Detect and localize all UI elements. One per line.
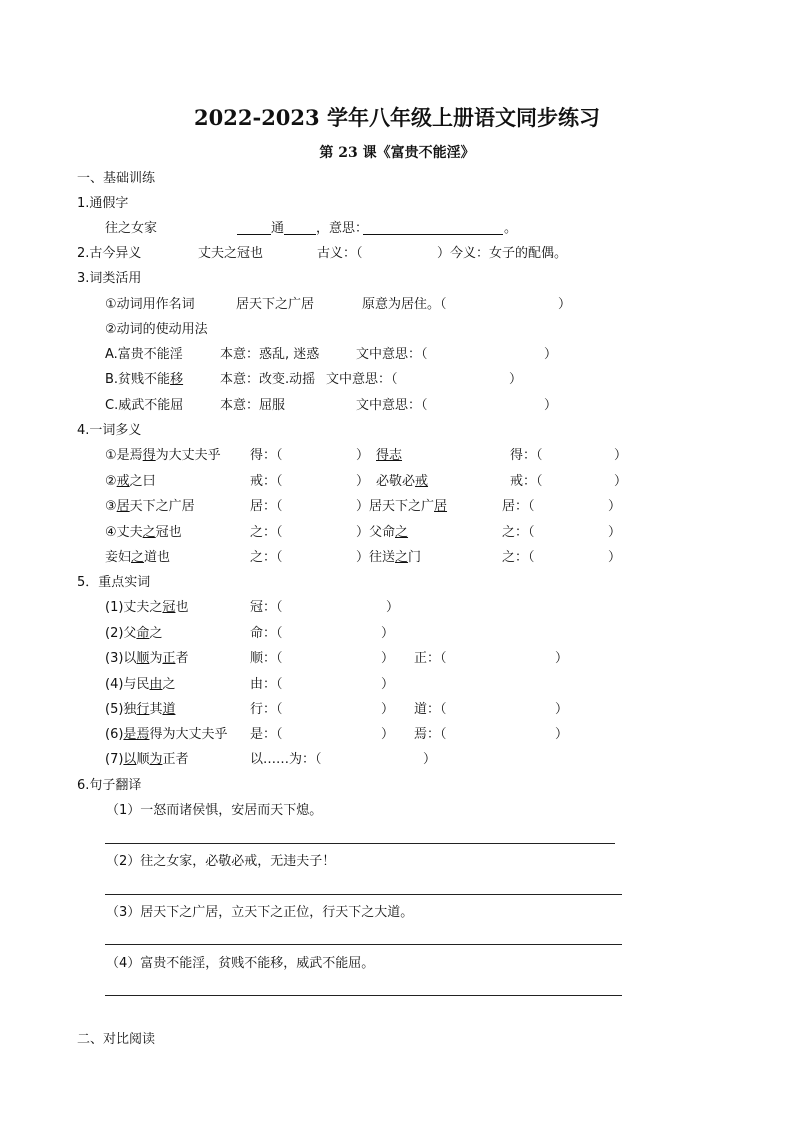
q3-a-close: ） xyxy=(544,347,558,362)
section-heading-basic: 一、基础训练 xyxy=(77,171,156,186)
q4-row2-key1: 戒：（ xyxy=(250,474,283,489)
q5-row6-close2: ） xyxy=(555,727,569,742)
q3-r2-label: ②动词的使动用法 xyxy=(105,322,208,337)
q6-item-2: （2）往之女家，必敬必戒，无违夫子！ xyxy=(106,854,336,869)
q4-row2-phrase: ②戒之曰 xyxy=(105,474,156,489)
q5-row3-underlined: 顺 xyxy=(136,651,150,666)
q5-row6-underlined2: 焉 xyxy=(136,727,150,742)
q4-row3-phrase: ③居天下之广居 xyxy=(105,499,195,514)
q5-row4-underlined: 由 xyxy=(149,677,163,692)
q5-row3-underlined2: 正 xyxy=(162,651,176,666)
q5-row7-key: 以……为：（ xyxy=(250,752,322,767)
page-title: 2022-2023 学年八年级上册语文同步练习 xyxy=(194,105,600,130)
q4-row2-close2: ） xyxy=(614,474,628,489)
q5-row4-key: 由：（ xyxy=(250,677,283,692)
q5-row1-phrase: (1)丈夫之冠也 xyxy=(105,600,189,615)
q5-row6-underlined: 是 xyxy=(123,727,137,742)
q1-end: 。 xyxy=(504,221,518,236)
q5-row3-close2: ） xyxy=(555,651,569,666)
q5-row7-underlined: 以 xyxy=(123,752,137,767)
q5-row3-key2: 正：（ xyxy=(414,651,447,666)
q6-answer-line-1[interactable] xyxy=(105,843,615,844)
q6-item-3: （3）居天下之广居，立天下之正位，行天下之大道。 xyxy=(106,905,414,920)
q4-row5-key1: 之：（ xyxy=(250,550,283,565)
q5-row1-underlined: 冠 xyxy=(162,600,176,615)
q5-row5-key2: 道：（ xyxy=(414,702,447,717)
q5-row6-key1: 是：（ xyxy=(250,727,283,742)
q6-heading: 6.句子翻译 xyxy=(77,778,142,793)
q5-row5-close1: ） xyxy=(381,702,395,717)
q3-b-pre: B.贫贱不能 xyxy=(105,372,171,387)
q1-tong: 通 xyxy=(271,221,285,236)
q5-row5-key1: 行：（ xyxy=(250,702,283,717)
q4-row1-underlined: 得 xyxy=(142,448,156,463)
q4-row3-close1: ） xyxy=(356,499,370,514)
q4-row2-key2: 戒：（ xyxy=(510,474,543,489)
q1-blank-meaning[interactable] xyxy=(363,220,503,235)
q4-row4-underlined2: 之 xyxy=(395,525,409,540)
q5-row2-key: 命：（ xyxy=(250,626,283,641)
q3-b-ben: 本意：改变.动摇 xyxy=(220,372,316,387)
q4-row3-key2: 居：（ xyxy=(502,499,535,514)
q4-row1-phrase2: 得志 xyxy=(376,448,403,463)
q4-row4-underlined: 之 xyxy=(142,525,156,540)
q3-b-close: ） xyxy=(509,372,523,387)
q5-row7-close: ） xyxy=(423,752,437,767)
q5-row1-close: ） xyxy=(386,600,400,615)
q6-item-1: （1）一怒而诸侯惧，安居而天下熄。 xyxy=(106,803,323,818)
q4-row4-phrase: ④丈夫之冠也 xyxy=(105,525,182,540)
q4-row1-key1: 得：（ xyxy=(250,448,283,463)
q3-a-ben: 本意：惑乱, 迷惑 xyxy=(220,347,320,362)
q5-row2-phrase: (2)父命之 xyxy=(105,626,163,641)
q5-row5-close2: ） xyxy=(555,702,569,717)
q4-row5-close2: ） xyxy=(608,550,622,565)
q3-c-phrase: C.威武不能屈 xyxy=(105,398,184,413)
q3-b-underlined: 移 xyxy=(170,372,184,387)
q4-row2-close1: ） xyxy=(356,474,370,489)
q5-row3-phrase: (3)以顺为正者 xyxy=(105,651,189,666)
q6-answer-line-3[interactable] xyxy=(105,944,622,945)
q5-row6-phrase: (6)是焉得为大丈夫乎 xyxy=(105,727,228,742)
q4-row2-phrase2: 必敬必戒 xyxy=(376,474,429,489)
q3-c-close: ） xyxy=(544,398,558,413)
lesson-subtitle: 第 23 课《富贵不能淫》 xyxy=(319,145,475,161)
q4-row5-underlined: 之 xyxy=(131,550,145,565)
q5-row4-phrase: (4)与民由之 xyxy=(105,677,176,692)
q4-row3-underlined2: 居 xyxy=(434,499,448,514)
q5-row7-underlined2: 为 xyxy=(149,752,163,767)
q5-row5-underlined: 行 xyxy=(136,702,150,717)
q3-r1-tail: 原意为居住。（ xyxy=(362,297,447,312)
q4-heading: 4.一词多义 xyxy=(77,423,142,438)
q4-row3-close2: ） xyxy=(608,499,622,514)
q4-row5-key2: 之：（ xyxy=(502,550,535,565)
q4-row3-key1: 居：（ xyxy=(250,499,283,514)
q4-row4-phrase2: 父命之 xyxy=(369,525,409,540)
q1-blank-original[interactable] xyxy=(237,220,271,235)
q5-heading: 5．重点实词 xyxy=(77,575,151,590)
q3-r1-label: ①动词用作名词 xyxy=(105,297,195,312)
q6-answer-line-2[interactable] xyxy=(105,894,622,895)
q6-item-4: （4）富贵不能淫，贫贱不能移，威武不能屈。 xyxy=(106,956,375,971)
q5-row2-underlined: 命 xyxy=(136,626,150,641)
q4-row3-underlined: 居 xyxy=(116,499,130,514)
q5-row5-phrase: (5)独行其道 xyxy=(105,702,176,717)
q5-row5-underlined2: 道 xyxy=(162,702,176,717)
q5-row2-close: ） xyxy=(381,626,395,641)
q5-row6-close1: ） xyxy=(381,727,395,742)
q6-answer-line-4[interactable] xyxy=(105,995,622,996)
q4-row5-close1: ） xyxy=(356,550,370,565)
q3-a-wen: 文中意思：（ xyxy=(356,347,428,362)
q4-row5-phrase2: 往送之门 xyxy=(369,550,422,565)
q3-heading: 3.词类活用 xyxy=(77,271,142,286)
q4-row4-key2: 之：（ xyxy=(502,525,535,540)
q4-row1-phrase: ①是焉得为大丈夫乎 xyxy=(105,448,221,463)
q3-b-phrase xyxy=(105,371,183,389)
q5-row7-phrase: (7)以顺为正者 xyxy=(105,752,189,767)
q4-row2-underlined: 戒 xyxy=(116,474,130,489)
q3-c-ben: 本意：屈服 xyxy=(220,398,286,413)
q4-row5-phrase: 妾妇之道也 xyxy=(105,550,171,565)
q5-row6-key2: 焉：（ xyxy=(414,727,447,742)
q3-r1-close: ） xyxy=(558,297,572,312)
q4-row1-key2: 得：（ xyxy=(510,448,543,463)
q2-gu-label: 古义：（ xyxy=(317,246,363,261)
q3-c-wen: 文中意思：（ xyxy=(356,398,428,413)
q3-r1-phrase: 居天下之广居 xyxy=(236,297,315,312)
q3-b-wen: 文中意思：（ xyxy=(326,372,398,387)
q2-jin-label: ）今义：女子的配偶。 xyxy=(437,246,568,261)
q4-row3-phrase2: 居天下之广居 xyxy=(369,499,448,514)
q2-phrase: 丈夫之冠也 xyxy=(198,246,264,261)
section-heading-compare: 二、对比阅读 xyxy=(77,1032,156,1047)
q1-meaning-label: ，意思： xyxy=(316,221,369,236)
q5-row3-close1: ） xyxy=(381,651,395,666)
q3-a-phrase: A.富贵不能淫 xyxy=(105,347,183,362)
q4-row1-close1: ） xyxy=(356,448,370,463)
q1-heading: 1.通假字 xyxy=(77,196,129,211)
q1-blank-tong[interactable] xyxy=(284,220,316,235)
q5-row1-key: 冠：（ xyxy=(250,600,283,615)
q1-phrase: 往之女家 xyxy=(105,221,158,236)
q4-row4-close2: ） xyxy=(608,525,622,540)
q5-row4-close: ） xyxy=(381,677,395,692)
q4-row1-close2: ） xyxy=(614,448,628,463)
q4-row4-key1: 之：（ xyxy=(250,525,283,540)
q5-row3-key1: 顺：（ xyxy=(250,651,283,666)
q4-row2-underlined2: 戒 xyxy=(415,474,429,489)
q4-row4-close1: ） xyxy=(356,525,370,540)
q4-row5-underlined2: 之 xyxy=(395,550,409,565)
q2-heading: 2.古今异义 xyxy=(77,246,142,261)
